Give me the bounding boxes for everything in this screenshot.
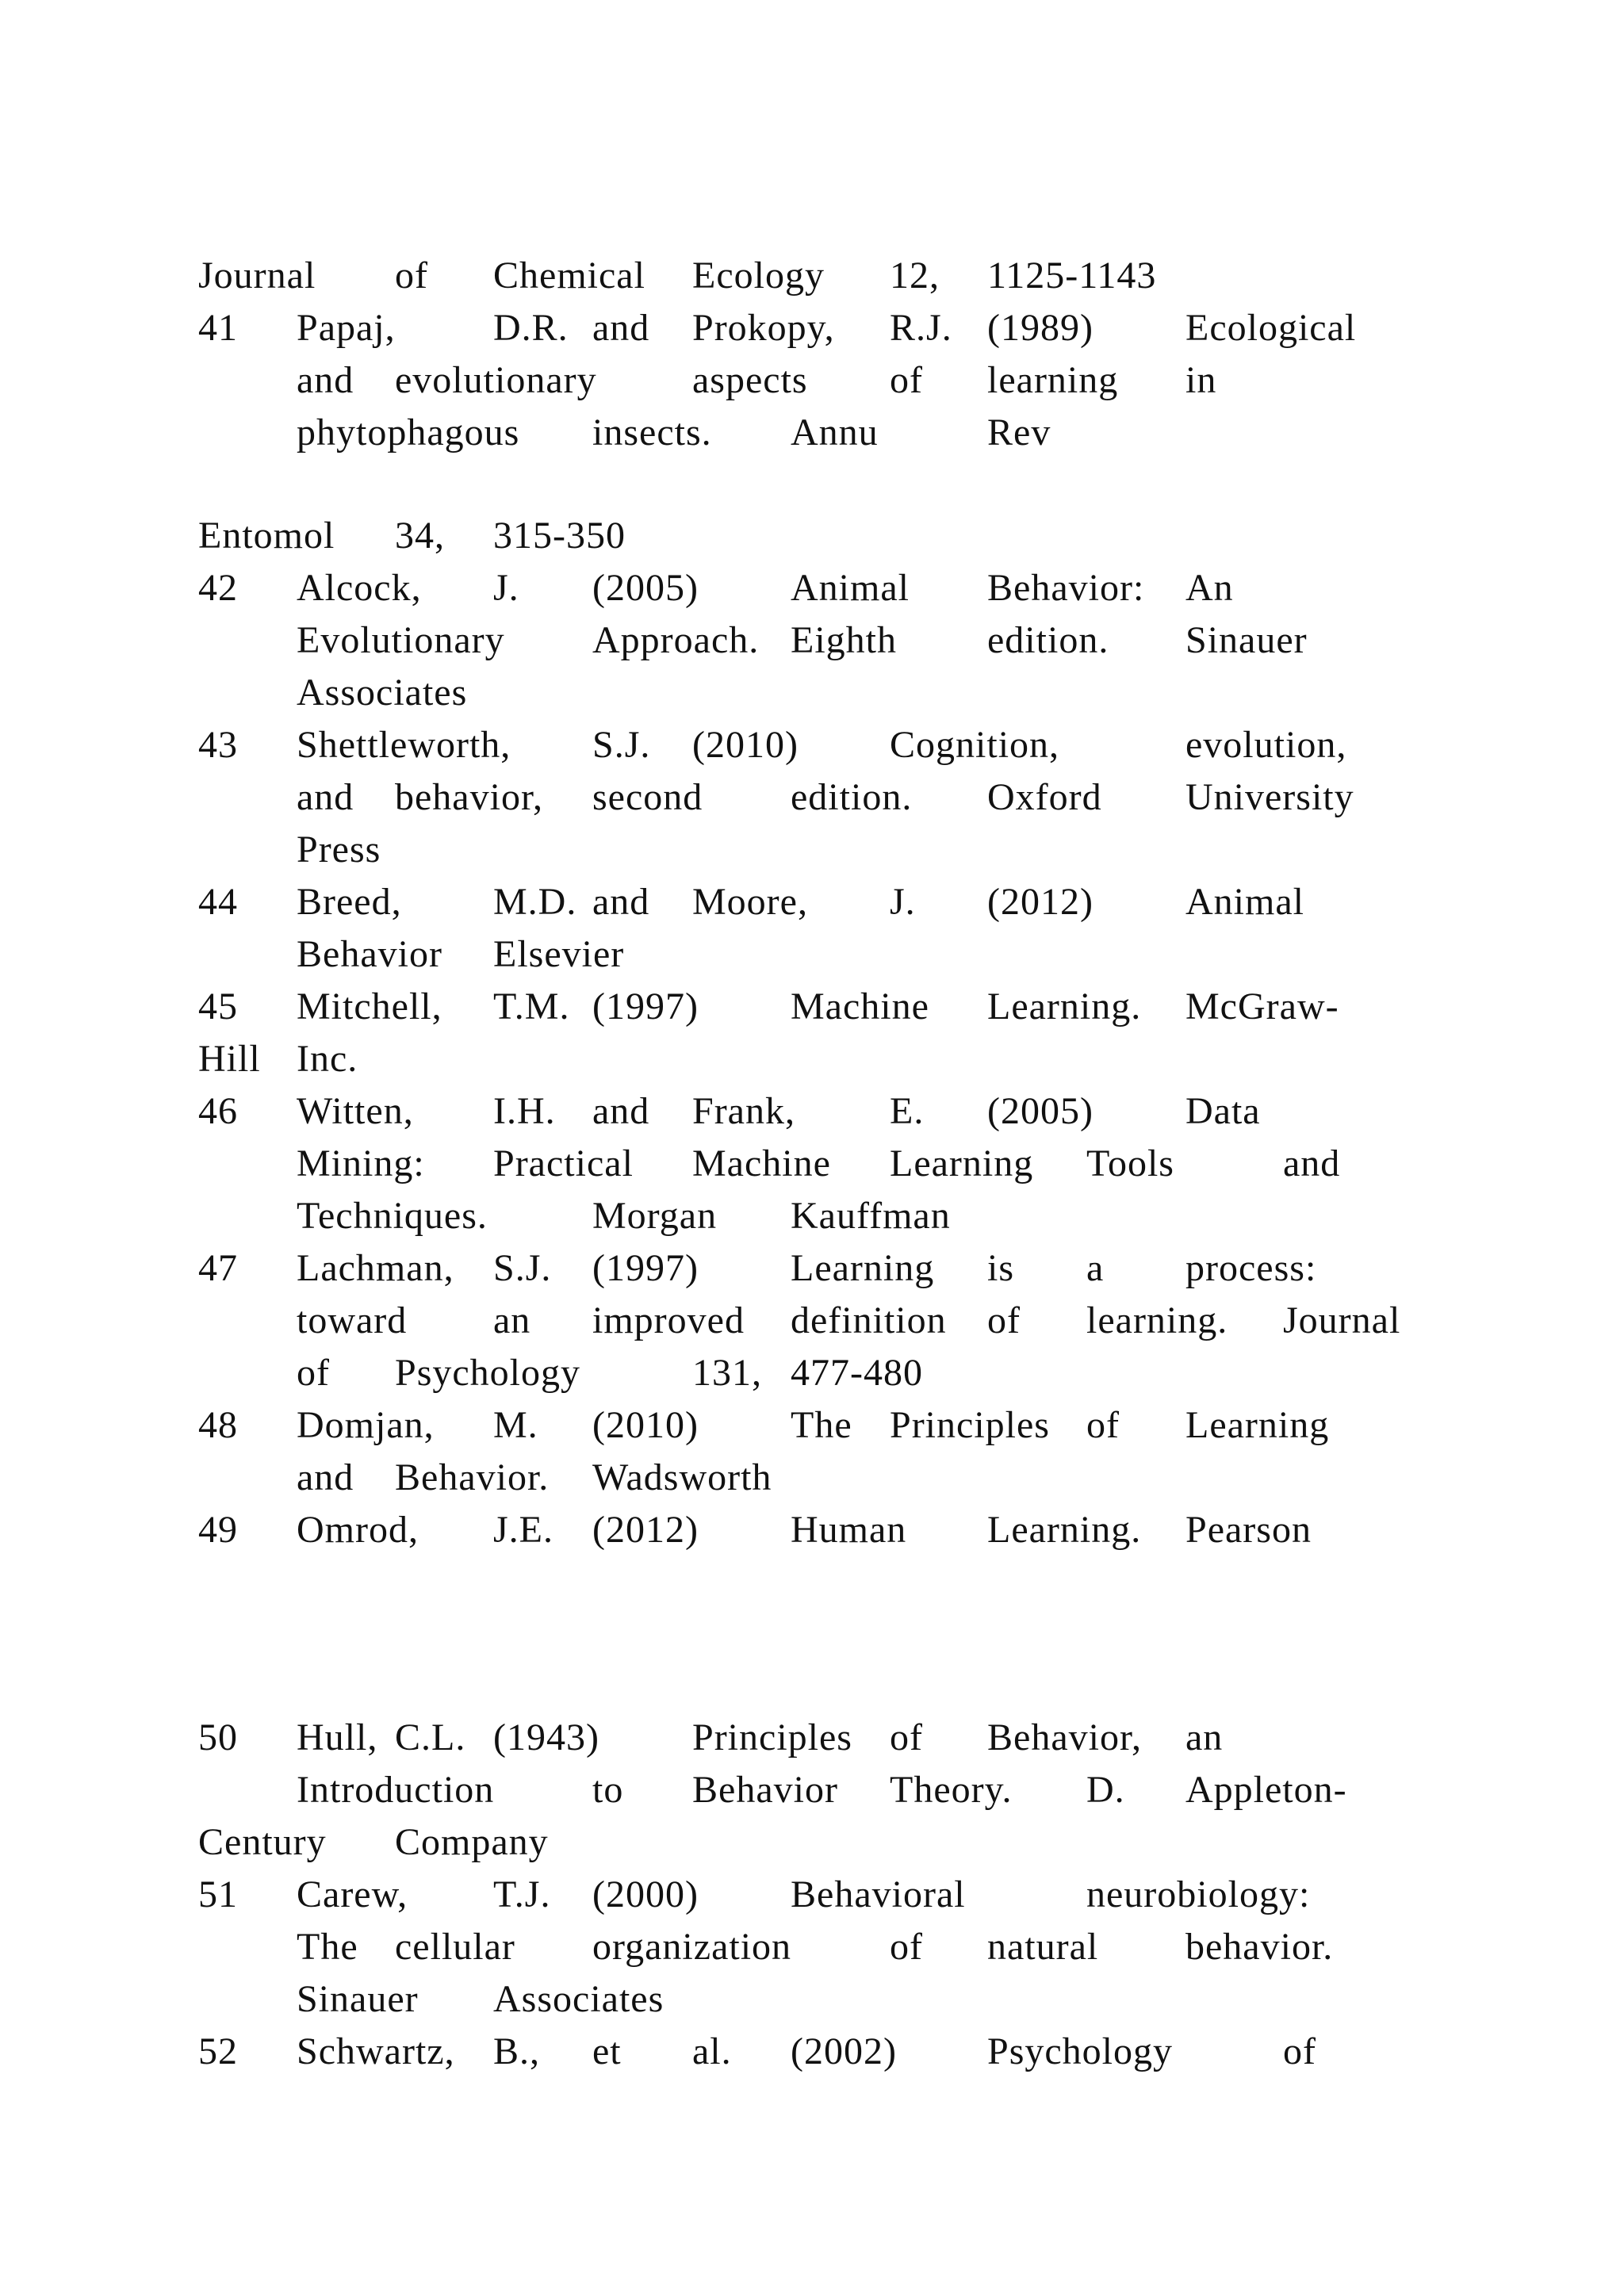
reference-word: Associates [297,672,468,714]
reference-line [0,1871,1624,1919]
reference-word: Appleton- [1185,1769,1347,1811]
reference-word: Morgan [592,1195,718,1237]
reference-word: Behavior, [987,1716,1143,1758]
reference-number: 49 [198,1509,238,1551]
reference-word: of [890,1926,923,1968]
reference-word: Inc. [297,1038,358,1080]
reference-word: (1989) [987,307,1094,349]
reference-line [0,409,1624,457]
reference-line [0,669,1624,717]
reference-word: D.R. [493,307,569,349]
reference-line [0,1245,1624,1292]
reference-word: Theory. [890,1769,1013,1811]
reference-word: 315-350 [493,515,626,557]
reference-word: and [592,881,650,923]
reference-word: 34, [395,515,445,557]
reference-word: Press [297,828,381,871]
reference-word: to [592,1769,624,1811]
reference-word: Tools [1086,1142,1174,1184]
reference-word: Psychology [987,2030,1174,2072]
reference-word: R.J. [890,307,952,349]
reference-word: Rev [987,411,1051,453]
reference-word: Principles [692,1716,852,1758]
reference-word: process: [1185,1247,1317,1289]
reference-word: Behavioral [791,1873,966,1915]
reference-word: Company [395,1821,549,1863]
reference-word: Sinauer [1185,619,1308,661]
reference-word: an [1185,1716,1224,1758]
reference-word: The [791,1404,852,1446]
reference-word: learning. [1086,1299,1228,1341]
reference-number: 50 [198,1716,238,1758]
reference-word: Frank, [692,1090,795,1132]
reference-number: 46 [198,1090,238,1132]
reference-line [0,1506,1624,1554]
reference-word: C.L. [395,1716,466,1758]
reference-word: Data [1185,1090,1261,1132]
reference-word: evolutionary [395,359,597,401]
reference-line [0,1402,1624,1449]
reference-number: 47 [198,1247,238,1289]
reference-word: Learning. [987,985,1142,1027]
reference-word: The [297,1926,358,1968]
reference-word: Breed, [297,881,402,923]
reference-line [0,1192,1624,1240]
reference-word: Introduction [297,1769,495,1811]
reference-word: et [592,2030,622,2072]
reference-line [0,826,1624,874]
reference-word: Human [791,1509,907,1551]
reference-word: B., [493,2030,541,2072]
reference-word: Mitchell, [297,985,442,1027]
reference-line [0,617,1624,664]
reference-line [0,1297,1624,1345]
reference-word: in [1185,359,1217,401]
reference-line [0,1454,1624,1502]
reference-word: Learning. [987,1509,1142,1551]
reference-word: cellular [395,1926,515,1968]
reference-word: Prokopy, [692,307,835,349]
reference-word: Animal [1185,881,1304,923]
reference-word: Learning [1185,1404,1330,1446]
reference-word: al. [692,2030,732,2072]
reference-word: Evolutionary [297,619,505,661]
reference-number: 48 [198,1404,238,1446]
reference-word: Carew, [297,1873,408,1915]
reference-line [0,1714,1624,1762]
reference-word: T.J. [493,1873,551,1915]
reference-word: of [395,254,428,297]
reference-word: Omrod, [297,1509,419,1551]
reference-word: S.J. [493,1247,552,1289]
reference-word: D. [1086,1769,1125,1811]
reference-word: of [987,1299,1021,1341]
reference-word: (1997) [592,1247,699,1289]
reference-word: of [1283,2030,1316,2072]
reference-word: Century [198,1821,327,1863]
reference-line [0,512,1624,560]
reference-word: 12, [890,254,940,297]
reference-word: definition [791,1299,947,1341]
reference-line [0,1819,1624,1866]
reference-word: (1997) [592,985,699,1027]
reference-word: (2010) [592,1404,699,1446]
reference-word: is [987,1247,1015,1289]
reference-word: edition. [987,619,1109,661]
reference-word: Hull, [297,1716,378,1758]
reference-word: S.J. [592,724,651,766]
reference-word: second [592,776,703,818]
reference-number: 41 [198,307,238,349]
reference-word: Psychology [395,1352,581,1394]
reference-number: 43 [198,724,238,766]
reference-word: insects. [592,411,712,453]
reference-word: and [297,776,354,818]
reference-line [0,2028,1624,2076]
reference-word: of [297,1352,330,1394]
reference-word: Machine [692,1142,831,1184]
reference-word: Behavior: [987,567,1145,609]
reference-word: Moore, [692,881,808,923]
reference-word: Chemical [493,254,645,297]
reference-word: J. [493,567,519,609]
reference-word: evolution, [1185,724,1347,766]
reference-word: an [493,1299,531,1341]
reference-word: Animal [791,567,910,609]
reference-word: phytophagous [297,411,520,453]
reference-word: I.H. [493,1090,556,1132]
reference-word: toward [297,1299,408,1341]
reference-word: McGraw- [1185,985,1339,1027]
reference-word: Journal [1283,1299,1401,1341]
reference-word: Entomol [198,515,335,557]
reference-word: Associates [493,1978,665,2020]
reference-word: 131, [692,1352,762,1394]
reference-number: 42 [198,567,238,609]
reference-word: Ecology [692,254,825,297]
reference-line [0,1088,1624,1135]
reference-word: Principles [890,1404,1050,1446]
reference-word: E. [890,1090,925,1132]
reference-word: J. [890,881,916,923]
reference-word: organization [592,1926,792,1968]
reference-word: Machine [791,985,929,1027]
reference-word: learning [987,359,1119,401]
reference-word: and [1283,1142,1341,1184]
reference-line [0,357,1624,404]
reference-word: a [1086,1247,1105,1289]
reference-word: Eighth [791,619,897,661]
reference-line [0,721,1624,769]
reference-word: Cognition, [890,724,1060,766]
reference-word: M. [493,1404,538,1446]
reference-word: Practical [493,1142,634,1184]
reference-word: T.M. [493,985,570,1027]
reference-line [0,1766,1624,1814]
reference-word: (2012) [592,1509,699,1551]
reference-line [0,1349,1624,1397]
reference-line [0,564,1624,612]
reference-word: Wadsworth [592,1456,772,1498]
reference-number: 52 [198,2030,238,2072]
reference-line [0,931,1624,978]
reference-word: aspects [692,359,808,401]
reference-word: (2000) [592,1873,699,1915]
reference-word: edition. [791,776,913,818]
reference-word: An [1185,567,1234,609]
reference-word: Alcock, [297,567,422,609]
reference-word: Approach. [592,619,760,661]
reference-line [0,252,1624,300]
reference-word: natural [987,1926,1099,1968]
reference-word: Techniques. [297,1195,488,1237]
reference-word: Pearson [1185,1509,1312,1551]
reference-word: and [297,1456,354,1498]
reference-word: Domjan, [297,1404,435,1446]
reference-word: and [297,359,354,401]
reference-word: neurobiology: [1086,1873,1311,1915]
reference-word: Kauffman [791,1195,951,1237]
reference-word: (2010) [692,724,799,766]
reference-word: (2012) [987,881,1094,923]
reference-word: (2002) [791,2030,897,2072]
reference-word: behavior, [395,776,544,818]
reference-word: Sinauer [297,1978,419,2020]
reference-word: Behavior. [395,1456,550,1498]
reference-line [0,1035,1624,1083]
reference-line [0,1976,1624,2023]
reference-word: Behavior [297,933,442,975]
reference-word: improved [592,1299,745,1341]
reference-word: Annu [791,411,879,453]
reference-number: 44 [198,881,238,923]
reference-word: of [890,359,923,401]
reference-word: Schwartz, [297,2030,455,2072]
reference-line [0,774,1624,821]
reference-line [0,304,1624,352]
reference-word: Shettleworth, [297,724,511,766]
reference-word: 1125-1143 [987,254,1157,297]
reference-word: (2005) [987,1090,1094,1132]
reference-word: Learning [791,1247,935,1289]
reference-word: 477-480 [791,1352,923,1394]
reference-line [0,1140,1624,1188]
reference-word: Elsevier [493,933,625,975]
reference-word: Journal [198,254,316,297]
reference-number: 51 [198,1873,238,1915]
reference-word: (2005) [592,567,699,609]
reference-word: Mining: [297,1142,425,1184]
reference-word: behavior. [1185,1926,1334,1968]
reference-word: and [592,1090,650,1132]
reference-line [0,878,1624,926]
reference-word: Papaj, [297,307,396,349]
reference-word: M.D. [493,881,577,923]
reference-word: Behavior [692,1769,838,1811]
reference-word: of [1086,1404,1120,1446]
reference-number: 45 [198,985,238,1027]
reference-word: and [592,307,650,349]
reference-word: University [1185,776,1354,818]
reference-word: J.E. [493,1509,553,1551]
reference-line [0,983,1624,1031]
reference-word: Oxford [987,776,1102,818]
reference-word: Learning [890,1142,1034,1184]
reference-word: Hill [198,1038,261,1080]
reference-word: of [890,1716,923,1758]
reference-line [0,1923,1624,1971]
reference-word: Ecological [1185,307,1357,349]
reference-word: (1943) [493,1716,599,1758]
reference-word: Lachman, [297,1247,454,1289]
reference-word: Witten, [297,1090,414,1132]
